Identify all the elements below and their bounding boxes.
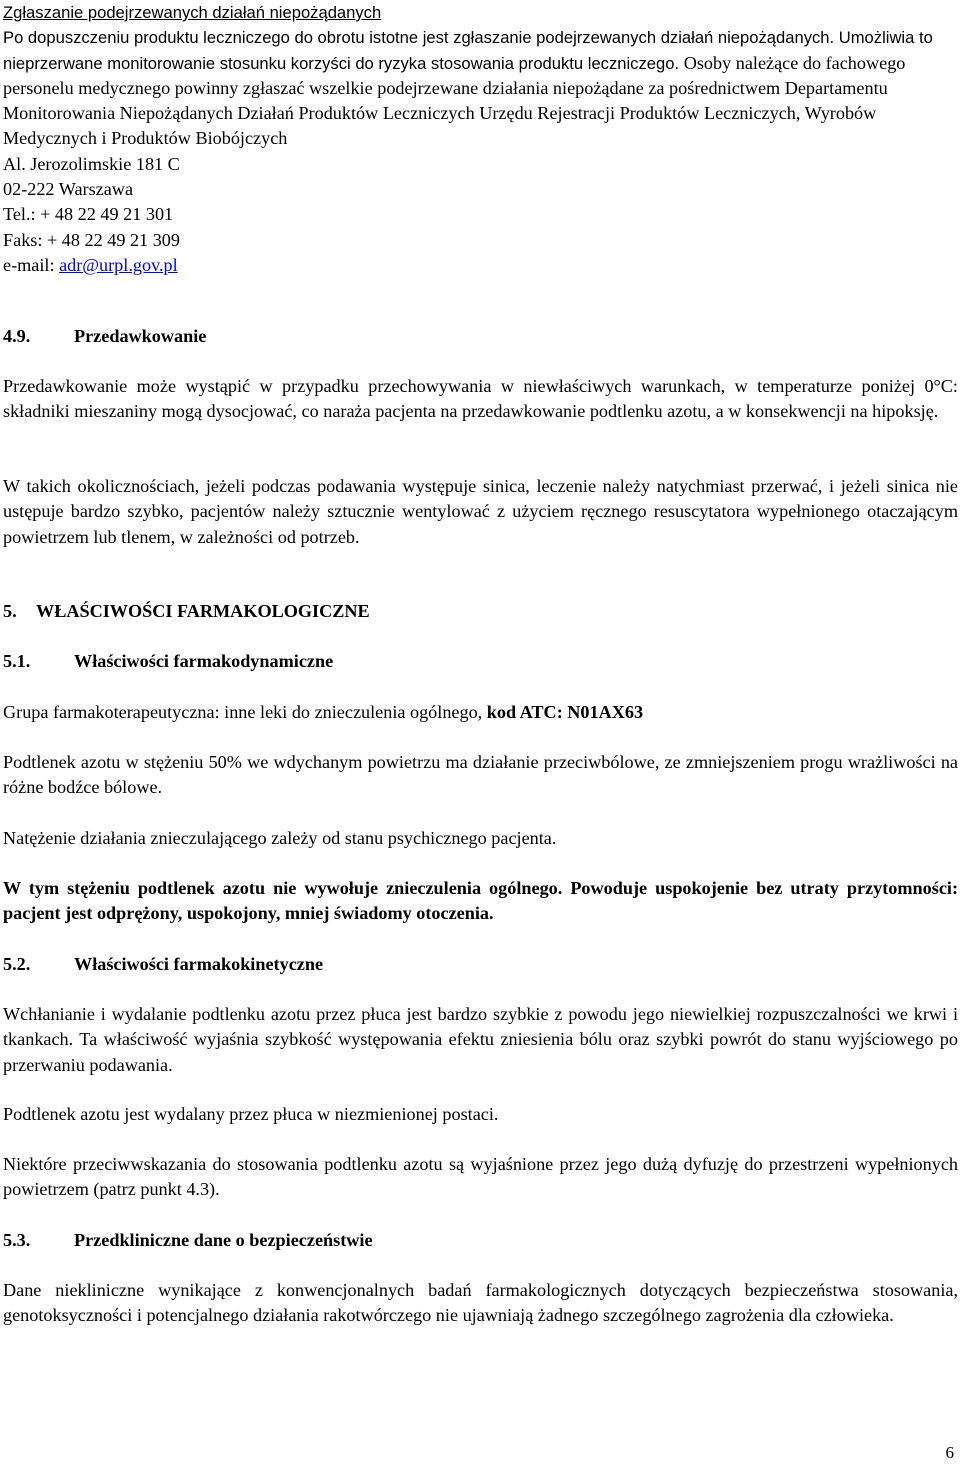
section-5-3-heading [3, 1228, 958, 1253]
pharmacotherapeutic-group [3, 700, 958, 725]
contact-details [3, 152, 958, 278]
pharmacokinetics-paragraph-1: Wchłanianie i wydalanie podtlenku azotu przez płuca jest bardzo szybkie z powodu jego niewielkiej rozpuszczalności we krwi i tkankach. Ta właściwość wyjaśnia szybkość występowania efektu zniesienia bólu oraz szybki powrót do stanu wyjściowego po przerwaniu podawania. [3, 1004, 958, 1075]
pharmacodynamics-paragraph-3: W tym stężeniu podtlenek azotu nie wywołuje znieczulenia ogólnego. Powoduje uspokojenie bez utraty przytomności: pacjent jest odprężony, uspokojony, mniej świadomy otoczenia. [3, 878, 958, 924]
email-label: e-mail: [3, 254, 60, 275]
pharmacodynamics-paragraph-2: Natężenie działania znieczulającego zależy od stanu psychicznego pacjenta. [3, 828, 557, 848]
reporting-text-2: Osoby należące do fachowego personelu medycznego powinny zgłaszać wszelkie podejrzewane działania niepożądane za pośrednictwem Departamentu Monitorowania Niepożądanych Działań Produktów Leczniczych Urzędu Rejestracji Produktów Leczniczych, Wyrobów Medycznych i Produktów Biobójczych [3, 52, 906, 149]
email-line [3, 253, 958, 278]
pharmacodynamics-paragraph-1: Podtlenek azotu w stężeniu 50% we wdychanym powietrzu ma działanie przeciwbólowe, ze zmniejszeniem progu wrażliwości na różne bodźce bólowe. [3, 752, 958, 798]
pharmacokinetics-paragraph-2: Podtlenek azotu jest wydalany przez płuca w niezmienionej postaci. [3, 1104, 499, 1124]
section-title: Przedkliniczne dane o bezpieczeństwie [74, 1230, 373, 1250]
reporting-title: Zgłaszanie podejrzewanych działań niepożądanych [3, 3, 382, 22]
section-number: 5. [3, 601, 17, 621]
section-number: 5.1. [3, 651, 31, 671]
section-5-heading [3, 599, 958, 624]
section-title: Właściwości farmakokinetyczne [74, 954, 324, 974]
phone-line: Tel.: + 48 22 49 21 301 [3, 204, 174, 225]
page-number: 6 [945, 1443, 954, 1462]
overdose-paragraph-1: Przedawkowanie może wystąpić w przypadku przechowywania w niewłaściwych warunkach, w temperaturze poniżej 0°C: składniki mieszaniny mogą dysocjować, co naraża pacjenta na przedawkowanie podtlenku azotu, a w konsekwencji na hipoksję. [3, 376, 958, 422]
preclinical-safety-paragraph: Dane niekliniczne wynikające z konwencjonalnych badań farmakologicznych dotyczących bezpieczeństwa stosowania, genotoksyczności i potencjalnego działania rakotwórczego nie ujawniają żadnego szczególnego zagrożenia dla człowieka. [3, 1280, 958, 1326]
section-title: WŁAŚCIWOŚCI FARMAKOLOGICZNE [36, 601, 370, 621]
section-number: 5.2. [3, 954, 31, 974]
email-link[interactable]: adr@urpl.gov.pl [59, 254, 178, 275]
pharmacokinetics-paragraph-3: Niektóre przeciwwskazania do stosowania podtlenku azotu są wyjaśnione przez jego dużą dyfuzję do przestrzeni wypełnionych powietrzem (patrz punkt 4.3). [3, 1154, 958, 1200]
overdose-paragraph-2: W takich okolicznościach, jeżeli podczas podawania występuje sinica, leczenie należy natychmiast przerwać, i jeżeli sinica nie ustępuje bardzo szybko, pacjentów należy sztucznie wentylować z użyciem ręcznego resuscytatora wypełnionego otaczającym powietrzem lub tlenem, w zależności od potrzeb. [3, 476, 958, 547]
reporting-paragraph [3, 25, 958, 151]
address-line-1: Al. Jerozolimskie 181 C [3, 153, 180, 174]
address-line-2: 02-222 Warszawa [3, 179, 134, 200]
group-text: Grupa farmakoterapeutyczna: inne leki do znieczulenia ogólnego, [3, 702, 487, 722]
section-title: Właściwości farmakodynamiczne [74, 651, 334, 671]
section-number: 4.9. [3, 326, 31, 346]
fax-line: Faks: + 48 22 49 21 309 [3, 229, 180, 250]
atc-code: kod ATC: N01AX63 [486, 702, 644, 722]
adverse-reactions-reporting [3, 0, 958, 278]
section-number: 5.3. [3, 1230, 31, 1250]
section-4-9-heading [3, 324, 958, 349]
section-title: Przedawkowanie [74, 326, 207, 346]
section-5-1-heading [3, 649, 958, 674]
section-5-2-heading [3, 952, 958, 977]
reporting-text-1: Po dopuszczeniu produktu leczniczego do obrotu istotne jest zgłaszanie podejrzewanych działań niepożądanych. Umożliwia to nieprzerwane monitorowanie stosunku korzyści do ryzyka stosowania produktu leczniczego. [3, 28, 933, 73]
